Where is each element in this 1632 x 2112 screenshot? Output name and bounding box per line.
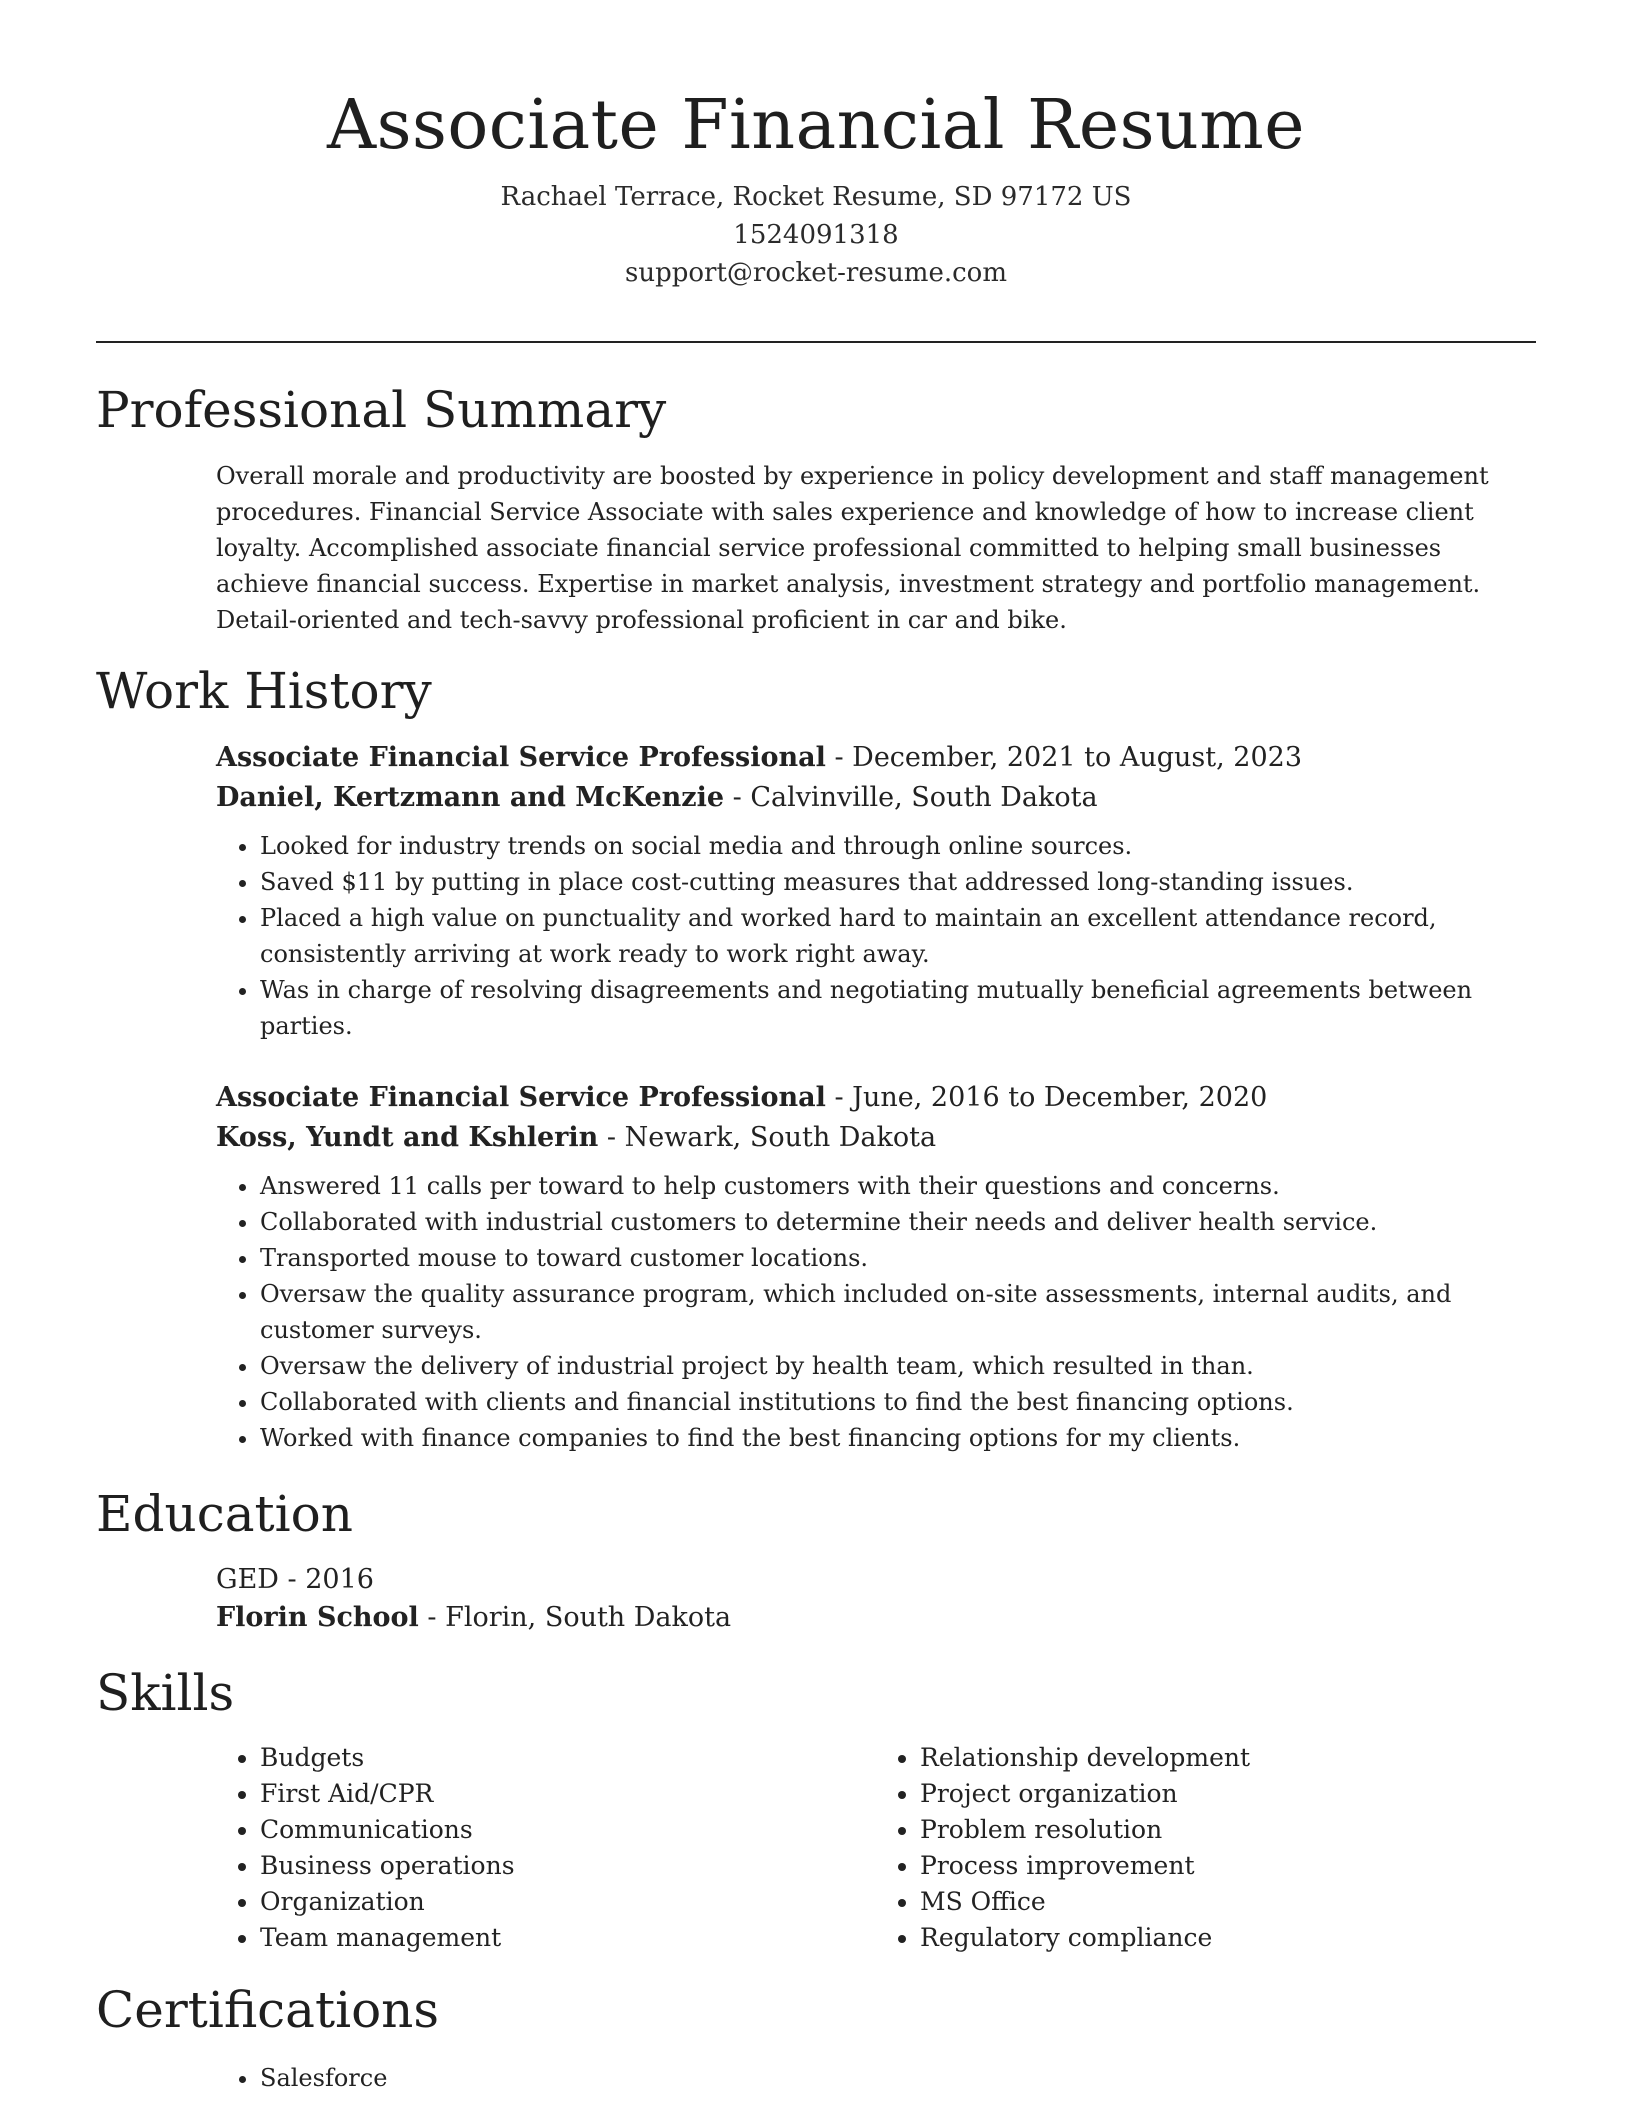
resume-header — [0, 0, 1632, 292]
job-dates: - June, 2016 to December, 2020 — [834, 1082, 1268, 1113]
job-location: - Newark, South Dakota — [606, 1122, 937, 1153]
education-degree: GED - 2016 — [216, 1564, 374, 1595]
job-company-line — [216, 1118, 1536, 1158]
skills-list — [216, 1740, 1536, 1956]
address: Rachael Terrace, Rocket Resume, SD 97172 US — [500, 182, 1132, 212]
job-bullet: • Was in charge of resolving disagreements and negotiating mutually beneficial agreements between parties. — [260, 972, 1536, 1044]
skill-item: • Budgets — [260, 1740, 876, 1776]
education-heading: Education — [96, 1485, 353, 1543]
summary-heading: Professional Summary — [96, 381, 667, 439]
certifications-list — [216, 2060, 1536, 2096]
skill-item: • Relationship development — [920, 1740, 1536, 1776]
job-bullet: • Transported mouse to toward customer locations. — [260, 1240, 1536, 1276]
job-bullet: • Oversaw the quality assurance program, which included on-site assessments, internal audits, and customer surveys. — [260, 1276, 1536, 1348]
skill-item: • Business operations — [260, 1848, 876, 1884]
email: support@rocket-resume.com — [624, 258, 1007, 288]
skill-item: • Project organization — [920, 1776, 1536, 1812]
job-bullet: • Collaborated with clients and financial institutions to find the best financing options. — [260, 1384, 1536, 1420]
skill-item: • Process improvement — [920, 1848, 1536, 1884]
skill-item: • Regulatory compliance — [920, 1920, 1536, 1956]
certification-item: • Salesforce — [260, 2060, 1536, 2096]
education-school: Florin School — [216, 1602, 419, 1633]
job-dates: - December, 2021 to August, 2023 — [834, 742, 1302, 773]
job-role: Associate Financial Service Professional — [216, 1082, 826, 1113]
job-title-line — [216, 1078, 1536, 1118]
resume-title: Associate Financial Resume — [326, 86, 1306, 165]
skills-heading: Skills — [96, 1664, 235, 1722]
skill-item: • Team management — [260, 1920, 876, 1956]
header-divider — [96, 341, 1536, 343]
job-bullets — [216, 828, 1536, 1044]
job-role: Associate Financial Service Professional — [216, 742, 826, 773]
job-bullet: • Placed a high value on punctuality and worked hard to maintain an excellent attendance record, consistently arriving at work ready to work right away. — [260, 900, 1536, 972]
skills-columns — [216, 1740, 1536, 1956]
job-entry — [216, 1078, 1536, 1456]
job-location: - Calvinville, South Dakota — [732, 782, 1098, 813]
job-bullet: • Answered 11 calls per toward to help customers with their questions and concerns. — [260, 1168, 1536, 1204]
job-bullet: • Saved $11 by putting in place cost-cutting measures that addressed long-standing issues. — [260, 864, 1536, 900]
skill-item: • Communications — [260, 1812, 876, 1848]
education-school-line — [216, 1599, 1536, 1637]
job-entry — [216, 738, 1536, 1044]
job-company: Koss, Yundt and Kshlerin — [216, 1122, 599, 1153]
skill-item: • MS Office — [920, 1884, 1536, 1920]
education-entry — [216, 1561, 1536, 1637]
summary-text: Overall morale and productivity are boosted by experience in policy development and staff management procedures. Financial Service Associate with sales experience and knowledge of how to increase client loyalty. Accomplished associate financial service professional committed to helping small businesses achieve financial success. Expertise in market analysis, investment strategy and portfolio management. Detail-oriented and tech-savvy professional proficient in car and bike. — [216, 462, 1489, 634]
certifications-heading: Certifications — [96, 1981, 440, 2039]
skills-column-left — [216, 1740, 876, 1956]
job-bullet: • Oversaw the delivery of industrial project by health team, which resulted in than. — [260, 1348, 1536, 1384]
job-bullet: • Worked with finance companies to find the best financing options for my clients. — [260, 1420, 1536, 1456]
job-bullet: • Looked for industry trends on social media and through online sources. — [260, 828, 1536, 864]
job-title-line — [216, 738, 1536, 778]
job-company-line — [216, 778, 1536, 818]
job-company: Daniel, Kertzmann and McKenzie — [216, 782, 725, 813]
skill-item: • Problem resolution — [920, 1812, 1536, 1848]
job-bullets — [216, 1168, 1536, 1456]
skill-item: • Organization — [260, 1884, 876, 1920]
education-location: - Florin, South Dakota — [427, 1602, 732, 1633]
skill-item: • First Aid/CPR — [260, 1776, 876, 1812]
contact-info — [0, 178, 1632, 292]
certifications-items — [216, 2060, 1536, 2096]
work-history-heading: Work History — [96, 662, 432, 720]
job-bullet: • Collaborated with industrial customers to determine their needs and deliver health service. — [260, 1204, 1536, 1240]
phone: 1524091318 — [733, 220, 899, 250]
skills-column-right — [876, 1740, 1536, 1956]
